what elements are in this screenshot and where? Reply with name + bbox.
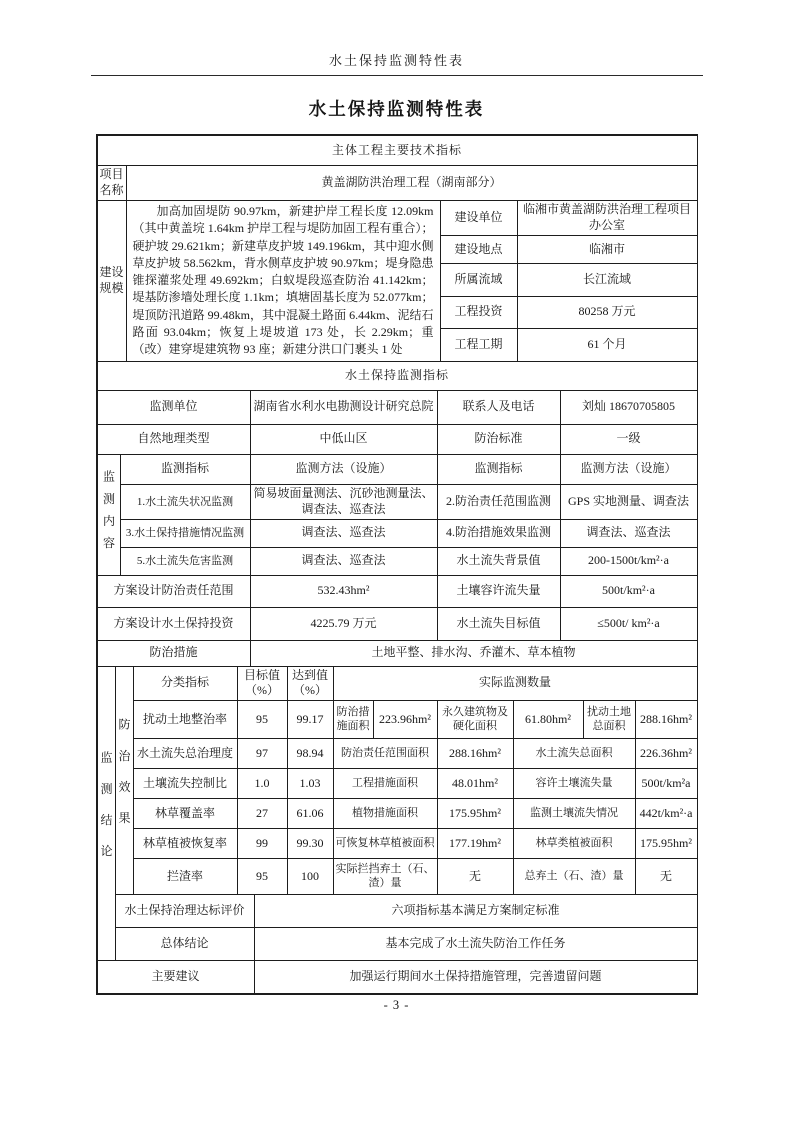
info-row-label: 所属流域 [440, 263, 517, 296]
effect-pair-value: 无 [437, 858, 513, 894]
page-number: - 3 - [383, 998, 410, 1012]
content-cell: 3.水土保持措施情况监测 [120, 519, 250, 547]
project-name-label: 项目名称 [97, 166, 126, 201]
effect-pair-value: 442t/km²·a [635, 798, 697, 828]
effect-header-actual: 实际监测数量 [333, 666, 697, 700]
info-row-value: 61 个月 [517, 328, 697, 361]
effect-pair-value: 226.36hm² [635, 738, 697, 768]
monitoring-indicators-table [97, 361, 698, 667]
monitor-info-value: 刘灿 18670705805 [560, 390, 697, 424]
effect-header-indicator: 分类指标 [133, 666, 237, 700]
effect-pair-value: 无 [635, 858, 697, 894]
effect-indicator: 林草覆盖率 [133, 798, 237, 828]
effect-pair-label: 防治措施面积 [333, 700, 373, 738]
info-row-value: 临湘市黄盖湖防洪治理工程项目办公室 [517, 201, 697, 236]
effect-pair-value: 288.16hm² [437, 738, 513, 768]
summary-row-label: 总体结论 [115, 927, 254, 960]
effect-indicator: 土壤流失控制比 [133, 768, 237, 798]
scale-text-cell [126, 201, 440, 362]
effect-pair-label: 实际拦挡弃土（石、渣）量 [333, 858, 437, 894]
effect-indicator: 扰动土地整治率 [133, 700, 237, 738]
effect-pair-label: 防治责任范围面积 [333, 738, 437, 768]
summary-row-label: 水土保持治理达标评价 [115, 894, 254, 927]
plan-row-label: 方案设计防治责任范围 [97, 575, 250, 607]
monitor-info-value: 中低山区 [250, 424, 437, 454]
main-indicators-table [97, 135, 698, 362]
info-row-label: 工程投资 [440, 296, 517, 328]
effect-pair-value: 177.19hm² [437, 828, 513, 858]
content-cell: 调查法、巡查法 [560, 519, 697, 547]
effect-pair-label: 监测土壤流失情况 [513, 798, 635, 828]
effect-indicator: 水土流失总治理度 [133, 738, 237, 768]
monitor-content-label: 监测内容 [97, 454, 120, 575]
effect-pair-label: 工程措施面积 [333, 768, 437, 798]
content-header: 监测方法（设施） [560, 454, 697, 484]
info-row-label: 建设单位 [440, 201, 517, 236]
summary-row-value: 基本完成了水土流失防治工作任务 [254, 927, 697, 960]
summary-row-value: 六项指标基本满足方案制定标准 [254, 894, 697, 927]
effect-pair-label: 永久建筑物及硬化面积 [437, 700, 513, 738]
monitor-info-label: 监测单位 [97, 390, 250, 424]
effect-pair-label: 植物措施面积 [333, 798, 437, 828]
effect-pair-label: 容许土壤流失量 [513, 768, 635, 798]
effect-indicator: 拦渣率 [133, 858, 237, 894]
content-header: 监测指标 [437, 454, 560, 484]
content-cell: 5.水土流失危害监测 [120, 547, 250, 575]
header-rule [91, 75, 703, 76]
scale-text: 加高加固堤防 90.97km，新建护岸工程长度 12.09km（其中黄盖垸 1.64km 护岸工程与堤防加固工程有重合）；硬护坡 29.621km；新建草皮护坡 149.196km，其中迎水侧草皮护坡 58.562km，背水侧草皮护坡 90.97km；堤身隐患锥探灌浆处理 49.692km；白蚁堤段巡查防治 41.142km；堤基防渗墙处理长度 1.1km；填塘固基长度为 52.077km；堤顶防汛道路 99.48km，其中混凝土路面 6.44km、泥结石路面 93.04km；恢复上堤坡道 173 处，长 2.29km；重（改）建穿堤建筑物 93 座；新建分洪口门裹头 1 处 [132, 204, 434, 357]
effect-label: 防治效果 [115, 666, 133, 894]
effect-target: 95 [237, 700, 287, 738]
content-header: 监测方法（设施） [250, 454, 437, 484]
content-cell: 200-1500t/km²·a [560, 547, 697, 575]
monitor-info-label: 联系人及电话 [437, 390, 560, 424]
effect-indicator: 林草植被恢复率 [133, 828, 237, 858]
plan-row-value: 532.43hm² [250, 575, 437, 607]
plan-row-label: 水土流失目标值 [437, 607, 560, 640]
info-row-label: 工程工期 [440, 328, 517, 361]
effect-achieved: 61.06 [287, 798, 333, 828]
effect-achieved: 99.17 [287, 700, 333, 738]
content-cell: 调查法、巡查法 [250, 547, 437, 575]
info-row-value: 80258 万元 [517, 296, 697, 328]
effect-achieved: 98.94 [287, 738, 333, 768]
effect-pair-label: 总弃土（石、渣）量 [513, 858, 635, 894]
measures-value: 土地平整、排水沟、乔灌木、草本植物 [250, 640, 697, 666]
effect-pair-value: 175.95hm² [437, 798, 513, 828]
content-cell: 2.防治责任范围监测 [437, 484, 560, 519]
project-name-value: 黄盖湖防洪治理工程（湖南部分） [126, 166, 697, 201]
main-section-title: 主体工程主要技术指标 [97, 136, 697, 166]
page-title: 水土保持监测特性表 [308, 99, 485, 119]
info-row-value: 长江流域 [517, 263, 697, 296]
effect-pair-label: 扰动土地总面积 [583, 700, 635, 738]
content-cell: 水土流失背景值 [437, 547, 560, 575]
content-cell: 简易坡面量测法、沉砂池测量法、调查法、巡查法 [250, 484, 437, 519]
scale-label: 建设规模 [97, 201, 126, 362]
effect-pair-value: 223.96hm² [373, 700, 437, 738]
effect-target: 99 [237, 828, 287, 858]
monitor-section-title: 水土保持监测指标 [97, 361, 697, 390]
content-cell: 调查法、巡查法 [250, 519, 437, 547]
characteristics-table [96, 134, 698, 995]
effect-pair-label: 水土流失总面积 [513, 738, 635, 768]
suggestion-label: 主要建议 [97, 960, 254, 993]
plan-row-value: 4225.79 万元 [250, 607, 437, 640]
effect-target: 27 [237, 798, 287, 828]
plan-row-value: ≤500t/ km²·a [560, 607, 697, 640]
effect-achieved: 99.30 [287, 828, 333, 858]
effect-achieved: 1.03 [287, 768, 333, 798]
info-row-value: 临湘市 [517, 236, 697, 264]
effect-target: 1.0 [237, 768, 287, 798]
measures-label: 防治措施 [97, 640, 250, 666]
plan-row-value: 500t/km²·a [560, 575, 697, 607]
monitor-info-label: 防治标准 [437, 424, 560, 454]
effect-pair-value: 288.16hm² [635, 700, 697, 738]
plan-row-label: 土壤容许流失量 [437, 575, 560, 607]
monitor-info-value: 一级 [560, 424, 697, 454]
conclusion-table [97, 666, 698, 994]
monitor-info-value: 湖南省水利水电勘测设计研究总院 [250, 390, 437, 424]
content-cell: 1.水土流失状况监测 [120, 484, 250, 519]
content-cell: GPS 实地测量、调查法 [560, 484, 697, 519]
effect-pair-label: 林草类植被面积 [513, 828, 635, 858]
plan-row-label: 方案设计水土保持投资 [97, 607, 250, 640]
running-header: 水土保持监测特性表 [328, 53, 464, 68]
effect-target: 95 [237, 858, 287, 894]
effect-header-target: 目标值（%） [237, 666, 287, 700]
effect-pair-value: 175.95hm² [635, 828, 697, 858]
conclusion-label: 监测结论 [97, 666, 115, 960]
effect-achieved: 100 [287, 858, 333, 894]
content-cell: 4.防治措施效果监测 [437, 519, 560, 547]
effect-header-achieved: 达到值（%） [287, 666, 333, 700]
effect-target: 97 [237, 738, 287, 768]
effect-pair-value: 61.80hm² [513, 700, 583, 738]
monitor-info-label: 自然地理类型 [97, 424, 250, 454]
effect-pair-label: 可恢复林草植被面积 [333, 828, 437, 858]
effect-pair-value: 500t/km²a [635, 768, 697, 798]
info-row-label: 建设地点 [440, 236, 517, 264]
content-header: 监测指标 [120, 454, 250, 484]
effect-pair-value: 48.01hm² [437, 768, 513, 798]
suggestion-value: 加强运行期间水土保持措施管理，完善遗留问题 [254, 960, 697, 993]
